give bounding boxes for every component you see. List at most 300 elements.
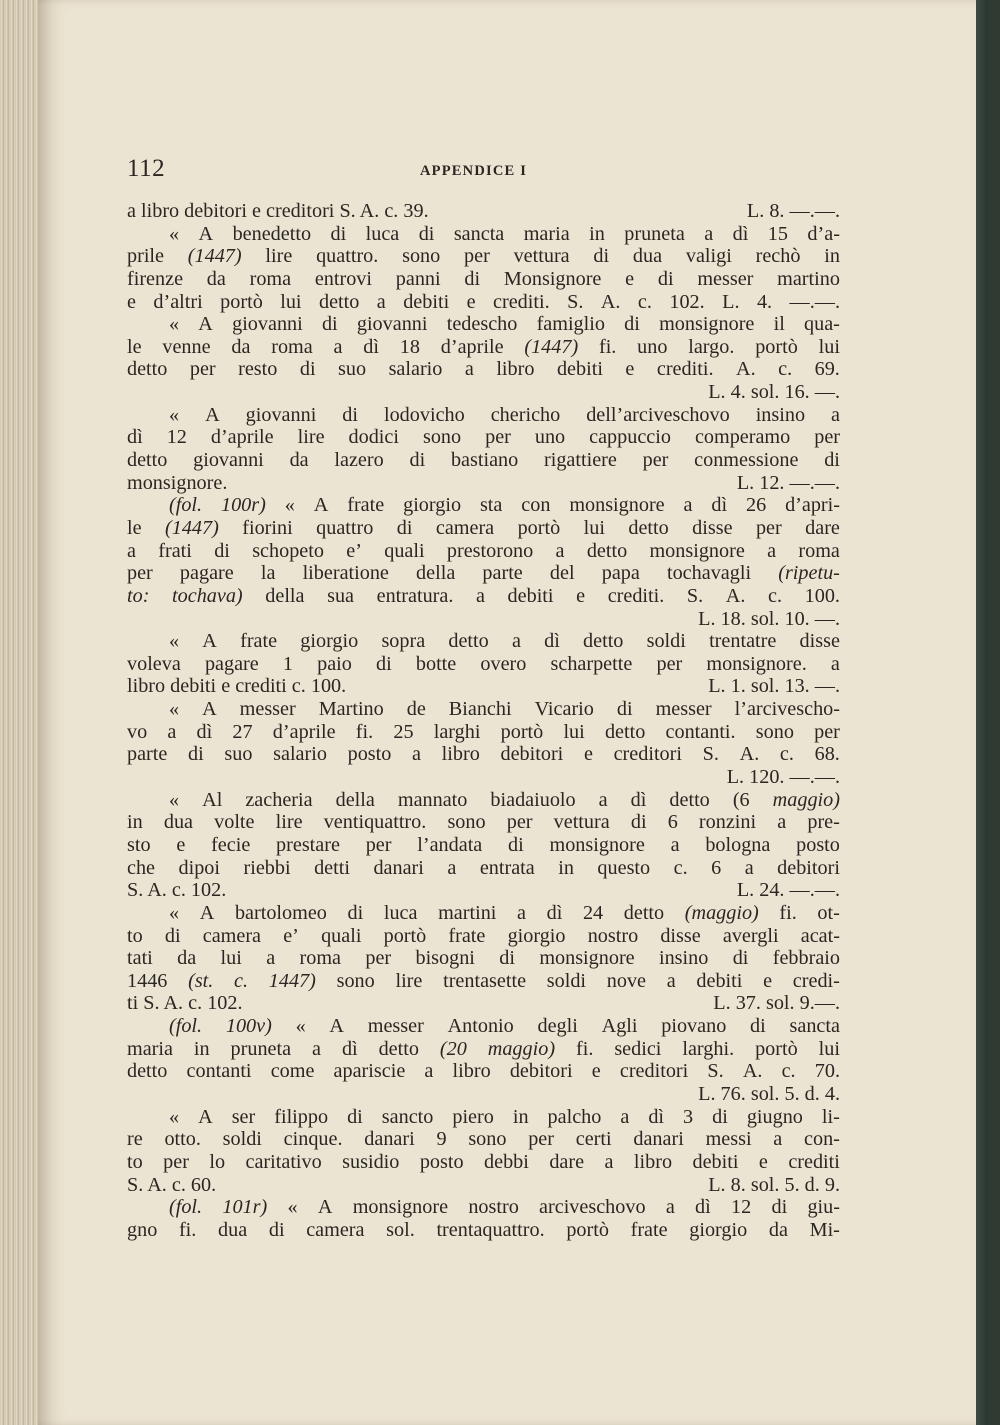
word: libro [496,358,535,381]
word: giovanni [193,449,264,472]
word: lazero [334,449,384,472]
word: per [814,720,840,743]
word: caritativo [245,1150,322,1173]
word: entratura. [376,584,454,607]
word: con [521,494,551,517]
word: portò [517,516,561,539]
word: lui [818,335,840,358]
word: in [512,1105,529,1128]
word: con- [804,1128,840,1151]
amount: L. 76. sol. 5. d. 4. [698,1082,840,1105]
word: scharpette [550,652,633,675]
body-text [127,200,840,1241]
word: portò [383,924,427,947]
word: a [312,1037,321,1060]
amount: L. 120. —.—. [726,766,840,789]
word: palcho [547,1105,602,1128]
word: dì [695,1196,711,1219]
text-line [127,562,840,585]
word: messer [239,698,296,721]
word: « [295,1015,306,1038]
amount: L. 8. —.—. [746,200,840,222]
word: maria [127,1037,173,1060]
word: contanti. [665,720,736,743]
word: la [260,562,276,585]
word: apariscie [333,1060,406,1083]
word: insino [755,403,806,426]
word: portò [566,1218,609,1241]
word: d’aprile [272,720,336,743]
word: fi. [779,901,797,924]
word: « [169,901,180,924]
word: rigattiere [543,449,617,472]
word: firenze [127,267,184,290]
word: fi. [178,1218,197,1241]
word: dì [544,630,560,653]
word: bologna [705,833,771,856]
word: Martino [318,698,384,721]
text-line [127,834,840,857]
word: riebbi [243,856,291,879]
word: detto [604,720,646,743]
word: 1447) [268,969,316,992]
word: Al [202,788,223,811]
word: A. [739,743,760,766]
word: di [630,811,647,834]
word: a [266,947,276,970]
text-line [127,540,840,563]
word: e [176,833,186,856]
word: sono [447,811,486,834]
word: fecie [211,833,251,856]
word: trentasette [443,969,527,992]
word: avergli [722,924,779,947]
page-number: 112 [127,155,166,182]
word: le [127,335,142,358]
word: biadaiuolo [490,788,576,811]
word: c. [637,290,652,313]
word: A [202,698,217,721]
word: sta [479,494,503,517]
word: 100. [804,584,840,607]
word: da [289,449,309,472]
word: « [169,313,180,336]
word: dì [732,222,749,245]
word: roma [798,539,840,562]
word: posto [796,833,840,856]
word: che [127,856,156,879]
word: A [329,1015,344,1038]
word: fiorini [242,516,293,539]
word: d’apri- [785,494,840,517]
word: per [365,947,392,970]
word: di [464,267,481,290]
text-line [127,811,840,834]
text-line [127,766,840,789]
word: prestare [276,833,340,856]
word: salario [388,358,443,381]
word: sedici [614,1037,662,1060]
word: 70. [814,1060,840,1083]
word: di [750,1015,766,1038]
text-line [127,902,840,925]
word: lui [220,947,242,970]
word: Bianchi [448,698,512,721]
word: A [202,630,217,653]
word: sancto [381,1105,434,1128]
word: quali [384,539,425,562]
word: (1447) [187,245,242,268]
word: 101r) [222,1196,268,1219]
word: maggio) [772,788,840,811]
word: 3 [683,1105,694,1128]
word: giugno [746,1105,803,1128]
word: e [591,1060,601,1083]
word: « [169,403,180,426]
word: benedetto [232,222,312,245]
word: sono [402,245,441,268]
word: maria [523,222,570,245]
text-line [127,743,840,766]
word: conmessione [694,449,799,472]
word: danari [633,1128,684,1151]
word: overo [480,652,527,675]
word: libro [452,1060,491,1083]
word: monsignore [549,833,645,856]
word: posto [347,743,392,766]
word: « [284,494,295,517]
word: crediti [788,1150,840,1173]
word: c. [234,969,249,992]
word: quattro [316,516,374,539]
word: monsignore [659,313,755,336]
word: L. [722,290,740,313]
text-line [127,1060,840,1083]
word: resto [238,358,278,381]
word: (fol. [169,1196,203,1219]
word: da [231,335,251,358]
word: roma [271,335,313,358]
word: nostro [468,1196,519,1219]
word: bartolomeo [234,901,327,924]
text-line [127,698,840,721]
word: per [528,1128,554,1151]
word: quattro. [316,245,379,268]
word: tati [127,947,153,970]
word: camera [435,516,495,539]
word: detto [127,1060,168,1083]
word: e [576,584,586,607]
word: d’aprile [210,426,274,449]
word: larghi. [682,1037,735,1060]
page-header [127,155,855,195]
word: detto [628,516,669,539]
word: in [824,245,840,268]
word: susidio [342,1150,400,1173]
word: parte [127,743,168,766]
text-line [127,494,840,517]
word: creditori [613,743,682,766]
word: A [198,313,213,336]
word: A. [735,358,756,381]
word: a [464,358,474,381]
word: 12 [731,1196,752,1219]
text-line [127,1015,840,1038]
word: l’arciveschо- [734,698,840,721]
word: tochavagli [666,562,752,585]
text-line [127,1083,840,1106]
word: dì [546,901,563,924]
word: e [625,358,635,381]
word: a [830,652,840,675]
word: della [335,788,375,811]
word: to [127,1150,143,1173]
word: luca [383,901,418,924]
word: venne [162,335,211,358]
word: ser [231,1105,256,1128]
word: dì [127,426,143,449]
word: danari [364,1128,415,1151]
word: per [656,652,683,675]
word: dì [630,788,647,811]
word: creditori [619,1060,689,1083]
word: « [169,788,180,811]
word: dì [196,720,213,743]
word: A [205,403,220,426]
word: insino [658,947,709,970]
word: zacheria [245,788,313,811]
word: per [506,811,533,834]
word: detto [669,788,710,811]
text-line [127,245,840,268]
word: crediti. [656,358,714,381]
line-text: a libro debitori e creditori S. A. c. 39. [127,200,429,222]
word: di [616,698,633,721]
word: di [188,743,204,766]
word: a [555,539,565,562]
text-line [127,992,840,1015]
text-line [127,472,840,495]
text-line [127,1038,840,1061]
text-line [127,291,840,314]
word: nove [606,969,646,992]
word: sancta [453,222,505,245]
text-line [127,1196,840,1219]
word: filippo [274,1105,329,1128]
word: A [313,494,329,517]
word: debiti [556,358,603,381]
word: (6 [732,788,750,811]
word: messer [655,698,712,721]
word: a [127,539,136,562]
word: lire [265,245,293,268]
word: fi. [355,720,374,743]
text-line [127,517,840,540]
word: de [406,698,426,721]
word: messer [367,1015,424,1038]
text-line [127,947,840,970]
line-text: S. A. c. 60. [127,1173,217,1196]
word: lire [275,811,303,834]
word: Antonio [447,1015,514,1038]
word: lire [297,426,325,449]
word: a [831,403,840,426]
word: voleva [127,652,181,675]
word: monsignore. [706,652,807,675]
word: contanti [186,1060,252,1083]
text-line [127,970,840,993]
word: c. [778,358,793,381]
word: rechò [755,245,801,268]
text-line [127,857,840,880]
amount: L. 24. —.—. [736,879,840,902]
word: libro [441,743,480,766]
word: a [598,788,608,811]
word: (1447) [524,335,579,358]
word: a [773,1128,783,1151]
word: di [396,516,413,539]
word: fi. [575,1037,594,1060]
word: arciveschovo [539,1196,646,1219]
word: frate [347,494,385,517]
word: per [755,516,782,539]
word: di [321,313,338,336]
word: disse [660,924,701,947]
word: camera [202,924,262,947]
word: S. [686,584,704,607]
word: 100r) [220,494,266,517]
word: sono [422,426,462,449]
word: prestorono [446,539,534,562]
word: sto [127,833,151,856]
word: « [287,1196,298,1219]
word: A [198,1105,213,1128]
word: bastiano [450,449,519,472]
text-line [127,426,840,449]
word: di [342,403,358,426]
word: dì [711,494,728,517]
word: detto [127,449,168,472]
amount: L. 1. sol. 13. —. [708,675,840,698]
word: c. [768,584,783,607]
word: sono [336,969,375,992]
word: chericho [490,403,561,426]
word: paio [317,652,352,675]
text-line [127,1106,840,1129]
word: liberatione [302,562,389,585]
word: cappuccio [589,426,671,449]
word: 6 [667,811,678,834]
word: di [712,1105,728,1128]
word: lui [583,516,605,539]
word: da [177,947,197,970]
word: detto [623,901,665,924]
word: l’andata [417,833,483,856]
word: a [777,811,787,834]
word: (maggio) [684,901,759,924]
word: quali [321,924,362,947]
word: per [189,358,216,381]
word: di [347,901,364,924]
word: messer [697,267,754,290]
word: comperamo [694,426,791,449]
word: nostro [587,924,639,947]
word: debiti [692,1150,739,1173]
word: c. [673,856,688,879]
word: 68. [814,743,840,766]
word: S. [707,1060,724,1083]
word: « [169,222,180,245]
word: di [657,267,674,290]
word: e [763,969,773,992]
word: come [270,1060,315,1083]
word: gno [127,1218,158,1241]
word: giu- [807,1196,840,1219]
page-stack-edge [0,0,39,1425]
running-head: APPENDICE I [420,163,528,179]
word: certi [575,1128,612,1151]
word: sono [755,720,794,743]
word: detto [586,539,628,562]
word: 4. [756,290,773,313]
word: danari [373,856,424,879]
word: dì [648,1105,665,1128]
word: a [767,539,777,562]
word: crediti. [607,584,665,607]
word: lui [563,720,585,743]
word: A [317,1196,333,1219]
text-line [127,675,840,698]
word: di [771,1196,788,1219]
word: sopra [381,630,426,653]
word: detti [314,856,350,879]
word: tochava) [172,584,243,607]
amount: L. 8. sol. 5. d. 9. [708,1173,840,1196]
word: posto [419,1150,464,1173]
word: le [127,516,142,539]
word: debitori [509,1060,573,1083]
text-line [127,1174,840,1197]
text-line [127,223,840,246]
word: detto [127,358,168,381]
word: lodovicho [383,403,465,426]
word: per [365,833,392,856]
word: di [624,313,640,336]
word: camera [306,1218,365,1241]
word: in [558,856,574,879]
word: pruneta [624,222,685,245]
word: papa [601,562,640,585]
word: di [214,539,230,562]
word: debiti [696,969,743,992]
word: giovanni [245,403,317,426]
word: a [683,494,693,517]
word: panni [395,267,441,290]
word: dua [218,1218,248,1241]
word: debitori [500,743,564,766]
word: per [127,562,153,585]
word: giorgio [689,1218,748,1241]
word: salario [273,743,327,766]
text-line [127,653,840,676]
text-line [127,381,840,404]
word: e [127,290,136,313]
word: di [418,222,435,245]
word: piero [452,1105,494,1128]
word: famiglio [536,313,605,336]
word: disse [692,516,733,539]
word: otto. [164,1128,201,1151]
